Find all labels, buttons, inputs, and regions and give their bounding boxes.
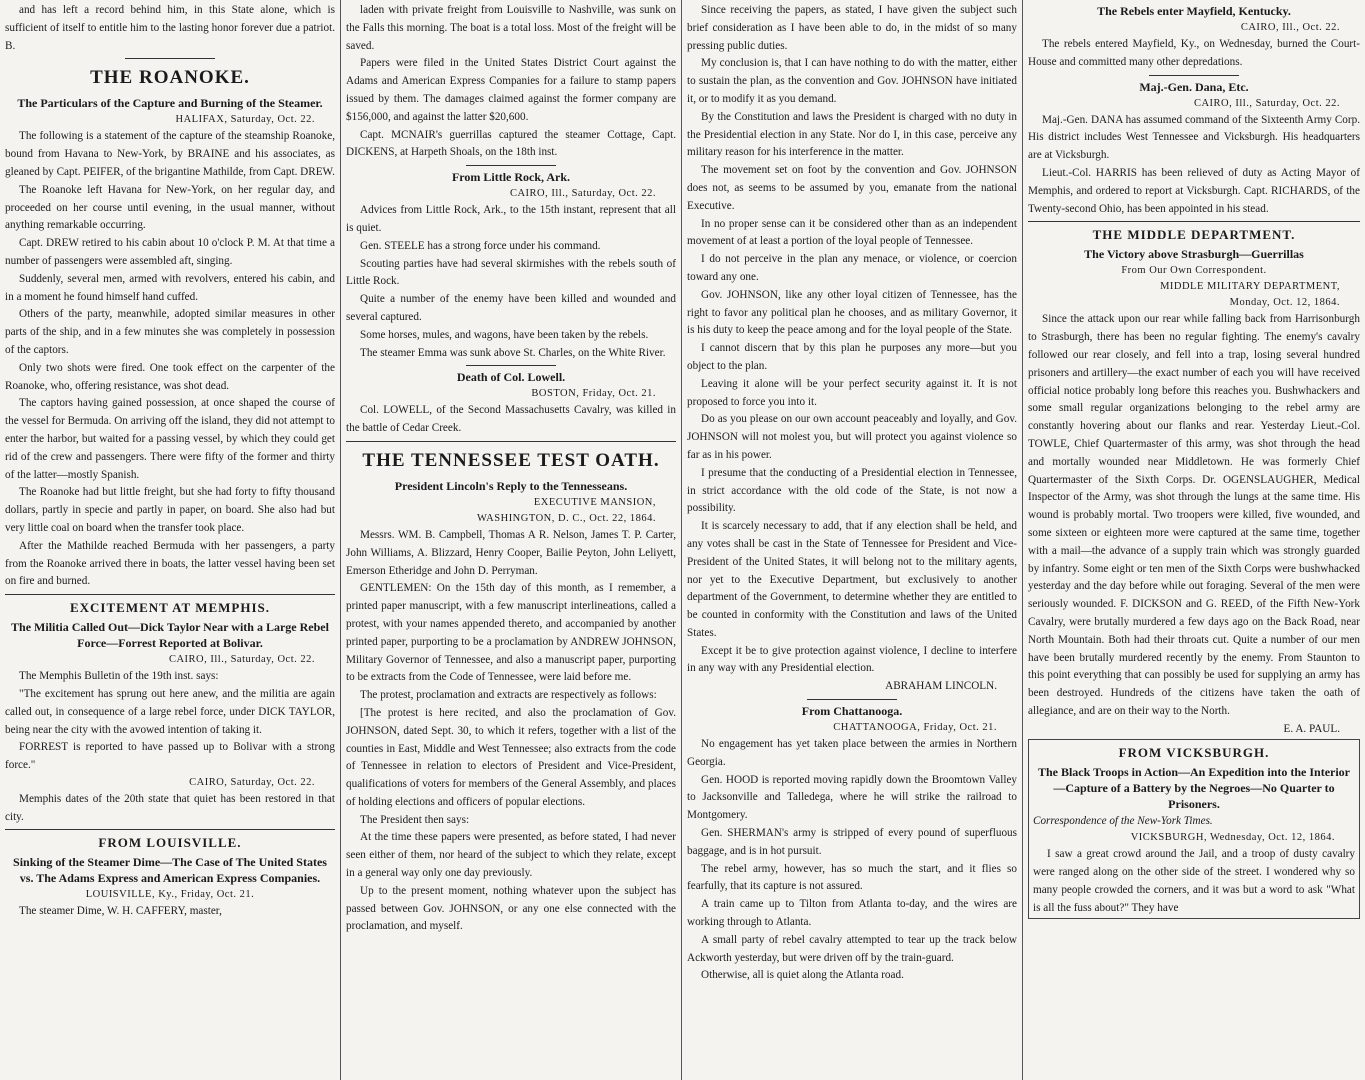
oath-subhead: President Lincoln's Reply to the Tennesseans. xyxy=(394,478,628,493)
chattanooga-para: No engagement has yet taken place between the armies in Northern Georgia. xyxy=(687,738,1017,768)
memphis-para: "The excitement has sprung out here anew, and the militia are again called out, in consequence of a large rebel force, under DICK TAYLOR, being near the city with the avowed intention of taking it. xyxy=(5,687,335,736)
lincoln-letter-para: I presume that the conducting of a Presidential election in Tennessee, in strict accordance with the old code of the State, is not now a possibility. xyxy=(687,466,1017,515)
middle-department-heading: THE MIDDLE DEPARTMENT. xyxy=(1092,227,1296,243)
lincoln-signature: ABRAHAM LINCOLN. xyxy=(885,680,997,693)
roanoke-subhead: The Particulars of the Capture and Burning of the Steamer. xyxy=(17,96,323,111)
little-rock-para: Gen. STEELE has a strong force under his command. xyxy=(360,239,601,252)
divider xyxy=(5,829,335,830)
memphis-dateline-2: CAIRO, Saturday, Oct. 22. xyxy=(189,776,315,788)
memphis-heading: EXCITEMENT AT MEMPHIS. xyxy=(69,600,271,616)
memphis-para: FORREST is reported to have passed up to Bolivar with a strong force." xyxy=(5,741,335,772)
chattanooga-para: Gen. HOOD is reported moving rapidly down the Broomtown Valley to Jacksonville and Talledega, where he will strike the railroad to Montgomery. xyxy=(687,773,1017,822)
memphis-dateline: CAIRO, Ill., Saturday, Oct. 22. xyxy=(168,654,315,666)
vicksburgh-para: I saw a great crowd around the Jail, and a troop of dusty cavalry were ranged along on the other side of the street. I wondered why so many people crowded the corners, and it was but a word to ask "What is all the fuss about?" They have xyxy=(1033,848,1355,914)
memphis-subhead: The Militia Called Out—Dick Taylor Near with a Large Rebel Force—Forrest Reported at Bolivar. xyxy=(11,620,329,651)
roanoke-para: After the Mathilde reached Bermuda with her passengers, a party from the Roanoke arrived there in boats, the latter vessel having been set on fire and burned. xyxy=(5,539,335,588)
obituary-ending: and has left a record behind him, in this State alone, which is sufficient of itself to entitle him to the lasting honor forever due a patriot. B. xyxy=(5,4,335,52)
louisville-subhead: Sinking of the Steamer Dime—The Case of The United States vs. The Adams Express and American Express Companies. xyxy=(13,855,327,886)
louisville-continued-para: laden with private freight from Louisville to Nashville, was sunk on the Falls this morning. The boat is a total loss. Most of the freight will be saved. xyxy=(346,4,676,52)
louisville-continued-para: Capt. MCNAIR's guerrillas captured the steamer Cottage, Capt. DICKENS, at Harpeth Shoals, on the 18th inst. xyxy=(346,128,676,159)
column-3 xyxy=(682,0,1023,1080)
paul-signature: E. A. PAUL. xyxy=(1283,722,1340,735)
oath-para: The protest, proclamation and extracts are respectively as follows: xyxy=(360,689,657,702)
oath-para: Up to the present moment, nothing whatever upon the subject has passed between Gov. JOHNSON, or any one else connected with the proclamation, and myself. xyxy=(346,884,676,933)
chattanooga-dateline: CHATTANOOGA, Friday, Oct. 21. xyxy=(833,722,997,734)
chattanooga-para: Otherwise, all is quiet along the Atlanta road. xyxy=(701,969,904,982)
dana-heading: Maj.-Gen. Dana, Etc. xyxy=(1139,79,1249,94)
little-rock-para: Some horses, mules, and wagons, have been taken by the rebels. xyxy=(360,328,649,341)
oath-para: [The protest is here recited, and also the proclamation of Gov. JOHNSON, dated Sept. 30, to which it refers, together with a list of the counties in East, Middle and West Tennessee; also extracts from the code of Tennessee in relation to electors of President and Vice-President, qualifications of voters for members of the General Assembly, and places of holding elections and officers of popular elections. xyxy=(346,706,676,808)
lowell-heading: Death of Col. Lowell. xyxy=(456,370,566,385)
dana-dateline: CAIRO, Ill., Saturday, Oct. 22. xyxy=(1193,97,1340,109)
lowell-para: Col. LOWELL, of the Second Massachusetts Cavalry, was killed in the battle of Cedar Creek. xyxy=(346,404,676,435)
roanoke-para: The following is a statement of the capture of the steamship Roanoke, bound from Havana to New-York, by BRAINE and his associates, as gleaned by Capt. PEIFER, of the brigantine Mathilde, from Capt. DREW. xyxy=(5,130,335,178)
roanoke-heading: THE ROANOKE. xyxy=(90,67,250,89)
middle-dateline-a: MIDDLE MILITARY DEPARTMENT, xyxy=(1160,281,1340,293)
lincoln-letter-para: Gov. JOHNSON, like any other loyal citizen of Tennessee, has the right to favor any political plan he chooses, and as military Governor, it is his duty to keep the peace among and for the loyal people of the State. xyxy=(687,288,1017,337)
roanoke-dateline: HALIFAX, Saturday, Oct. 22. xyxy=(175,114,315,126)
divider xyxy=(807,699,897,700)
divider xyxy=(1028,221,1360,222)
roanoke-para: Others of the party, meanwhile, adopted similar measures in other parts of the ship, and in a few minutes she was completely in possession of the captors. xyxy=(5,308,335,356)
oath-para: GENTLEMEN: On the 15th day of this month, as I remember, a printed paper manuscript, with a few manuscript interlineations, called a protest, with your names appended thereto, and accompanied by another printed paper, purporting to be a proclamation by ANDREW JOHNSON, Military Governor of Tennessee, and also a manuscript paper, purporting to be extracts from the Code of Tennessee, were laid before me. xyxy=(346,582,676,684)
lincoln-letter-para: The movement set on foot by the convention and Gov. JOHNSON does not, as seems to be assumed by you, emanate from the national Executive. xyxy=(687,164,1017,212)
vicksburgh-subhead: The Black Troops in Action—An Expedition into the Interior—Capture of a Battery by the Negroes—No Quarter to Prisoners. xyxy=(1037,764,1351,811)
louisville-heading: FROM LOUISVILLE. xyxy=(98,835,242,851)
roanoke-para: The captors having gained possession, at once shaped the course of the vessel for Bermuda. On arriving off the island, they did not attempt to enter the harbor, but waited for a passing vessel, by which they could get rid of the crew and passengers. There were fifty of the former and thirty of the latter—mostly Spanish. xyxy=(5,397,335,481)
lincoln-letter-para: Since receiving the papers, as stated, I have given the subject such brief consideration as I have been able to do, in the midst of so many pressing public duties. xyxy=(687,4,1017,52)
chattanooga-heading: From Chattanooga. xyxy=(801,704,903,719)
roanoke-para: Only two shots were fired. One took effect on the carpenter of the Roanoke, who, offering resistance, was shot dead. xyxy=(5,361,335,392)
oath-para: Messrs. WM. B. Campbell, Thomas A R. Nelson, James T. P. Carter, John Williams, A. Blizzard, Henry Cooper, Bailie Peyton, John Leliyett, Emerson Etheridge and John D. Perryman. xyxy=(346,528,676,577)
roanoke-para: The Roanoke had but little freight, but she had forty to fifty thousand dollars, partly in specie and partly in paper, on board. She also had but very little coal on board when the transfer took place. xyxy=(5,486,335,534)
lincoln-letter-para: My conclusion is, that I can have nothing to do with the matter, either to sustain the plan, as the convention and Gov. JOHNSON have initiated it, or to modify it as you demand. xyxy=(687,57,1017,105)
divider xyxy=(466,165,556,166)
oath-heading: THE TENNESSEE TEST OATH. xyxy=(362,449,660,471)
chattanooga-para: Gen. SHERMAN's army is stripped of every pound of superfluous baggage, and is in hot pursuit. xyxy=(687,827,1017,857)
little-rock-para: Scouting parties have had several skirmishes with the rebels south of Little Rock. xyxy=(346,257,676,288)
lincoln-letter-para: I cannot discern that by this plan he purposes any more—but you object to the plan. xyxy=(687,342,1017,372)
little-rock-para: Quite a number of the enemy have been killed and wounded and several captured. xyxy=(346,293,676,323)
roanoke-para: Suddenly, several men, armed with revolvers, entered his cabin, and in a moment he found himself hand cuffed. xyxy=(5,272,335,303)
oath-dateline-a: EXECUTIVE MANSION, xyxy=(533,496,656,508)
mayfield-dateline: CAIRO, Ill., Oct. 22. xyxy=(1240,22,1340,33)
middle-department-para: Since the attack upon our rear while falling back from Harrisonburgh to Strasburgh, there has been no regular fighting. The enemy's cavalry followed our rear closely, and fell into a trap, losing several hundred prisoners and artillery—the exact number of each you will have received official notice probably long before this reaches you. Bushwhackers and some small regular organizations belonging to the rebel army are constantly hovering about our flanks and rear. Yesterday Lieut.-Col. TOWLE, Chief Quartermaster of this army, was shot through the head and mortally wounded near Middletown. He was formerly Chief Quartermaster of the Sixth Corps. Dr. OGENSLAUGHER, Medical Inspector of the Army, was shot through the lungs at the same time. His wound is probably mortal. Two troopers were killed, five wounded, and some sixteen or eighteen more were captured at the same time, together with a mail—the advance of a supply train which was strongly guarded by infantry. Some eight or ten men of the Sixth Corps were bushwhacked yesterday and the day before while out foraging. Several of the men were seriously wounded. F. DICKSON and G. REED, of the Fifth New-York Cavalry, were brutally murdered a few days ago on the Back Road, near North Mountain. Both had their throats cut. Quite a number of our men have been brutally murdered recently by the enemy. From Staunton to this point everything that can possibly be used for supplying an army has been destroyed. Hundreds of the citizens have taken the oath of allegiance, and are on their way to the North. xyxy=(1028,313,1360,717)
chattanooga-para: A train came up to Tilton from Atlanta to-day, and the wires are working through to Atlanta. xyxy=(687,898,1017,929)
little-rock-dateline: CAIRO, Ill., Saturday, Oct. 22. xyxy=(509,188,656,200)
lincoln-letter-para: Do as you please on our own account peaceably and loyally, and Gov. JOHNSON will not molest you, but will protect you against violence so far as in his power. xyxy=(687,413,1017,461)
chattanooga-para: A small party of rebel cavalry attempted to tear up the track below Ackworth yesterday, but were driven off by the train-guard. xyxy=(687,933,1017,964)
memphis-para: Memphis dates of the 20th state that quiet has been restored in that city. xyxy=(5,792,335,823)
column-2 xyxy=(341,0,682,1080)
roanoke-para: The Roanoke left Havana for New-York, on her regular day, and proceeded on her course until evening, in the usual manner, without anything remarkable occurring. xyxy=(5,183,335,232)
louisville-para: The steamer Dime, W. H. CAFFERY, master, xyxy=(19,905,222,918)
mayfield-para: The rebels entered Mayfield, Ky., on Wednesday, burned the Court-House and committed many other depredations. xyxy=(1028,38,1360,68)
mayfield-heading: The Rebels enter Mayfield, Kentucky. xyxy=(1097,4,1291,18)
chattanooga-para: The rebel army, however, has so much the start, and it flies so fearfully, that its capture is not assured. xyxy=(687,862,1017,893)
vicksburgh-box xyxy=(1028,739,1360,920)
column-4 xyxy=(1023,0,1365,1080)
little-rock-para: The steamer Emma was sunk above St. Charles, on the White River. xyxy=(360,346,666,359)
louisville-dateline: LOUISVILLE, Ky., Friday, Oct. 21. xyxy=(85,889,255,901)
roanoke-para: Capt. DREW retired to his cabin about 10 o'clock P. M. At that time a number of passengers were assembled aft, singing. xyxy=(5,237,335,267)
vicksburgh-correspondence: Correspondence of the New-York Times. xyxy=(1033,814,1213,827)
middle-dateline-b: Monday, Oct. 12, 1864. xyxy=(1229,297,1340,309)
memphis-para: The Memphis Bulletin of the 19th inst. says: xyxy=(19,670,219,683)
lincoln-letter-para: It is scarcely necessary to add, that if any election shall be held, and any votes shall be cast in the State of Tennessee for President and Vice-President of the United States, it will belong not to the military agents, nor yet to the Executive Department, but exclusively to another department of the Government, to determine whether they are entitled to be counted in conformity with the Constitution and laws of the United States. xyxy=(687,520,1017,639)
oath-para: At the time these papers were presented, as before stated, I had never seen either of them, nor heard of the subject to which they relate, except in a general way only one day previously. xyxy=(346,831,676,880)
lincoln-letter-para: By the Constitution and laws the President is charged with no duty in the Presidential election in any State. Nor do I, in this case, perceive any military reason for his interference in the matter. xyxy=(687,110,1017,159)
lincoln-letter-para: Except it be to give protection against violence, I decline to interfere in any way with any Presidential election. xyxy=(687,644,1017,675)
middle-correspondent: From Our Own Correspondent. xyxy=(1121,265,1267,277)
lincoln-letter-para: Leaving it alone will be your perfect security against it. It is not proposed to force you into it. xyxy=(687,377,1017,408)
vicksburgh-dateline: VICKSBURGH, Wednesday, Oct. 12, 1864. xyxy=(1130,832,1335,844)
little-rock-heading: From Little Rock, Ark. xyxy=(451,170,571,185)
divider xyxy=(5,594,335,595)
oath-dateline-b: WASHINGTON, D. C., Oct. 22, 1864. xyxy=(476,512,656,524)
middle-department-subhead: The Victory above Strasburgh—Guerrillas xyxy=(1084,247,1304,262)
divider xyxy=(1149,75,1239,76)
lincoln-letter-para: In no proper sense can it be considered other than as an independent movement of at least a portion of the loyal people of Tennessee. xyxy=(687,217,1017,248)
lowell-dateline: BOSTON, Friday, Oct. 21. xyxy=(531,388,656,400)
oath-para: The President then says: xyxy=(360,813,470,826)
little-rock-para: Advices from Little Rock, Ark., to the 15th instant, represent that all is quiet. xyxy=(346,204,676,234)
lincoln-letter-para: I do not perceive in the plan any menace, or violence, or coercion toward any one. xyxy=(687,253,1017,283)
column-1 xyxy=(0,0,341,1080)
divider xyxy=(466,365,556,366)
dana-para: Maj.-Gen. DANA has assumed command of the Sixteenth Army Corp. His district includes West Tennessee and Vicksburgh. His headquarters are at Vicksburgh. xyxy=(1028,113,1360,162)
divider xyxy=(346,441,676,442)
vicksburgh-heading: FROM VICKSBURGH. xyxy=(1118,744,1270,760)
louisville-continued-para: Papers were filed in the United States District Court against the Adams and American Express Companies for a failure to stamp papers issued by them. The damages claimed against the former company are $156,000, and against the latter $20,600. xyxy=(346,57,676,123)
divider xyxy=(125,58,215,59)
dana-para: Lieut.-Col. HARRIS has been relieved of duty as Acting Mayor of Memphis, and ordered to report at Vicksburgh. Capt. RICHARDS, of the Twenty-second Ohio, has been appointed in his stead. xyxy=(1028,166,1360,215)
